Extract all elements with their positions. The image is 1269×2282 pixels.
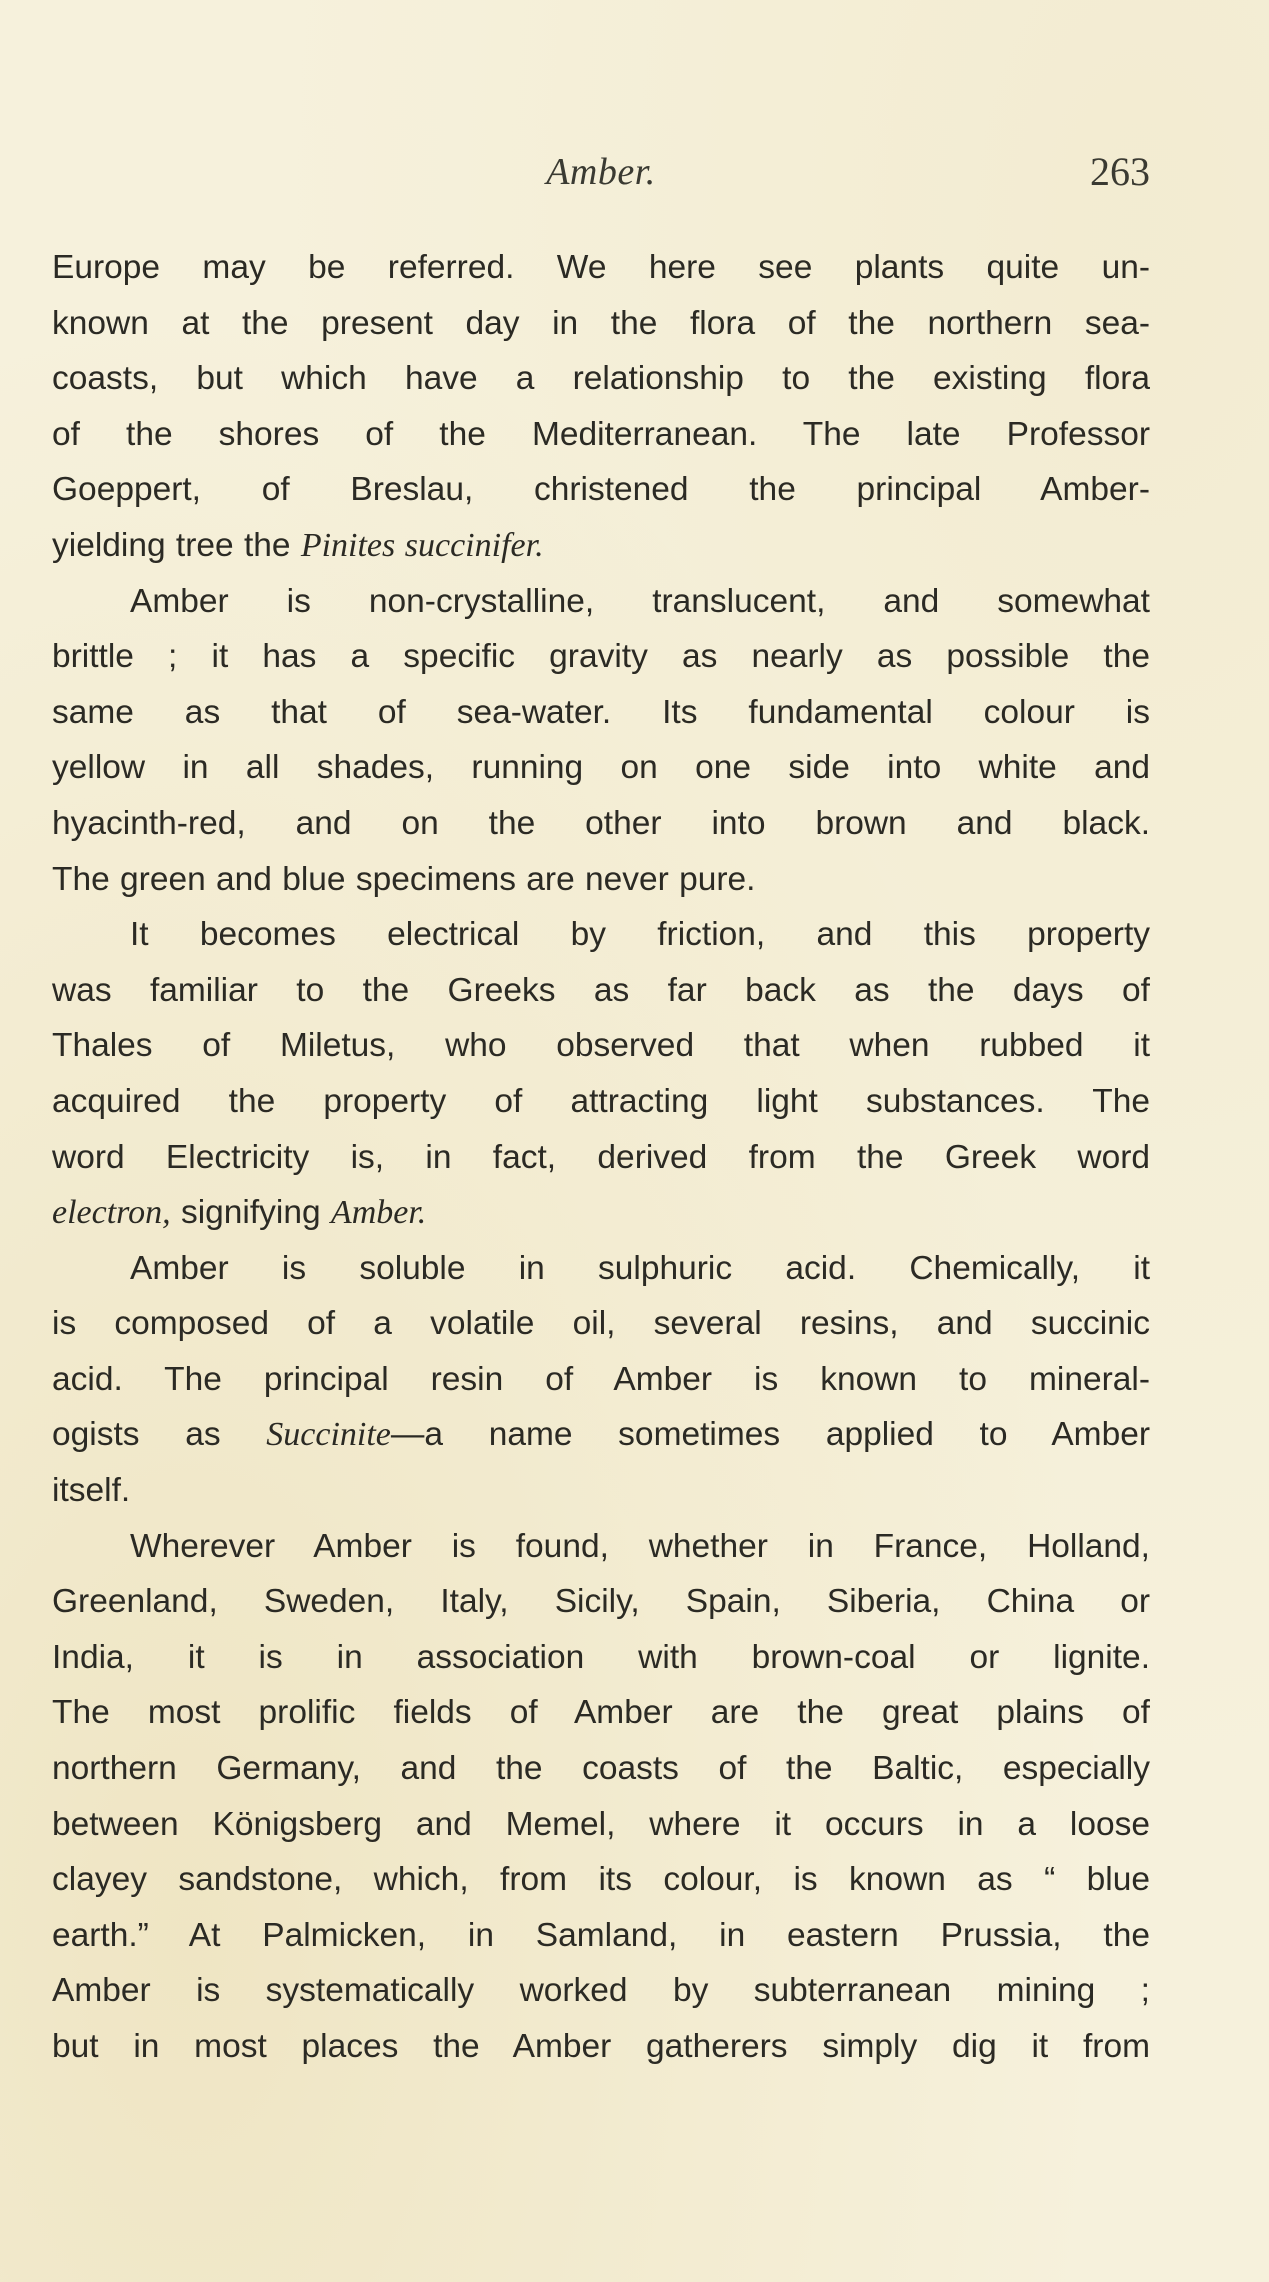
text-run: yellow in all shades, running on one side into white and	[52, 749, 1150, 787]
text-run: Amber is systematically worked by subterranean mining ;	[52, 1972, 1150, 2010]
text-line	[52, 1241, 1150, 1297]
text-line	[52, 1574, 1150, 1630]
text-line	[52, 1519, 1150, 1575]
text-line	[52, 407, 1150, 463]
text-run: itself.	[52, 1472, 131, 1510]
text-run: acid. The principal resin of Amber is known to mineral-	[52, 1360, 1150, 1398]
text-line	[52, 1908, 1150, 1964]
text-run: Greenland, Sweden, Italy, Sicily, Spain, Siberia, China or	[52, 1583, 1150, 1621]
text-line	[52, 1741, 1150, 1797]
text-run: Goeppert, of Breslau, christened the principal Amber-	[52, 471, 1150, 509]
text-run: of the shores of the Mediterranean. The late Professor	[52, 415, 1150, 453]
text-line	[52, 1685, 1150, 1741]
text-run: acquired the property of attracting light substances. The	[52, 1082, 1150, 1120]
text-line	[52, 1018, 1150, 1074]
text-run: signifying	[170, 1194, 331, 1232]
paragraph-electrical	[52, 907, 1150, 1241]
text-run: known at the present day in the flora of the northern sea-	[52, 304, 1150, 342]
body-text	[52, 240, 1150, 2075]
text-run: northern Germany, and the coasts of the Baltic, especially	[52, 1750, 1150, 1788]
text-line	[52, 796, 1150, 852]
text-line	[52, 1630, 1150, 1686]
text-run: coasts, but which have a relationship to the existing flora	[52, 360, 1150, 398]
paragraph-locations	[52, 1519, 1150, 2075]
text-run: —a name sometimes applied to Amber	[390, 1416, 1150, 1454]
text-line	[52, 1963, 1150, 2019]
text-run: Amber is soluble in sulphuric acid. Chemically, it	[130, 1249, 1150, 1287]
text-line	[52, 351, 1150, 407]
text-run: word Electricity is, in fact, derived from the Greek word	[52, 1138, 1150, 1176]
text-run: ogists as	[52, 1416, 267, 1454]
text-run: Wherever Amber is found, whether in France, Holland,	[130, 1527, 1150, 1565]
text-line	[52, 1407, 1150, 1463]
text-run: clayey sandstone, which, from its colour, is known as “ blue	[52, 1861, 1150, 1899]
text-line	[52, 574, 1150, 630]
italic-text-run: electron,	[52, 1194, 171, 1232]
text-line	[52, 1185, 1150, 1241]
text-run: was familiar to the Greeks as far back as the days of	[52, 971, 1150, 1009]
text-run: Amber is non-crystalline, translucent, and somewhat	[130, 582, 1150, 620]
text-line	[52, 462, 1150, 518]
text-run: between Königsberg and Memel, where it occurs in a loose	[52, 1805, 1150, 1843]
text-line	[52, 1296, 1150, 1352]
text-line	[52, 852, 1150, 908]
italic-text-run: Succinite	[266, 1416, 391, 1454]
text-line	[52, 1352, 1150, 1408]
text-run: but in most places the Amber gatherers simply dig it from	[52, 2028, 1150, 2065]
text-run: The green and blue specimens are never pure.	[52, 860, 756, 898]
text-line	[52, 740, 1150, 796]
text-run: Thales of Miletus, who observed that when rubbed it	[52, 1027, 1150, 1065]
text-line	[52, 1130, 1150, 1186]
text-line	[52, 296, 1150, 352]
text-run: earth.” At Palmicken, in Samland, in eastern Prussia, the	[52, 1916, 1150, 1954]
text-run: hyacinth-red, and on the other into brown and black.	[52, 804, 1150, 842]
text-run: Europe may be referred. We here see plants quite un-	[52, 249, 1150, 286]
text-run: It becomes electrical by friction, and this property	[130, 916, 1150, 954]
paragraph-amber-properties	[52, 574, 1150, 908]
text-run: yielding tree the	[52, 526, 301, 564]
page-number: 263	[1090, 149, 1150, 194]
running-head	[52, 150, 1150, 210]
text-line	[52, 1463, 1150, 1519]
italic-text-run: Pinites succinifer.	[300, 526, 544, 564]
text-run: is composed of a volatile oil, several resins, and succinic	[52, 1305, 1150, 1343]
text-line	[52, 907, 1150, 963]
paragraph-continuation	[52, 240, 1150, 574]
text-run: The most prolific fields of Amber are the great plains of	[52, 1694, 1150, 1732]
italic-text-run: Amber.	[330, 1194, 427, 1232]
text-run: India, it is in association with brown-coal or lignite.	[52, 1638, 1150, 1676]
text-line	[52, 1852, 1150, 1908]
text-line	[52, 685, 1150, 741]
text-line	[52, 240, 1150, 296]
text-line	[52, 2019, 1150, 2075]
text-line	[52, 629, 1150, 685]
running-title: Amber.	[546, 151, 656, 193]
text-line	[52, 1797, 1150, 1853]
text-run: same as that of sea-water. Its fundamental colour is	[52, 693, 1150, 731]
text-run: brittle ; it has a specific gravity as nearly as possible the	[52, 638, 1150, 676]
text-line	[52, 963, 1150, 1019]
text-line	[52, 518, 1150, 574]
paragraph-chemistry	[52, 1241, 1150, 1519]
text-line	[52, 1074, 1150, 1130]
